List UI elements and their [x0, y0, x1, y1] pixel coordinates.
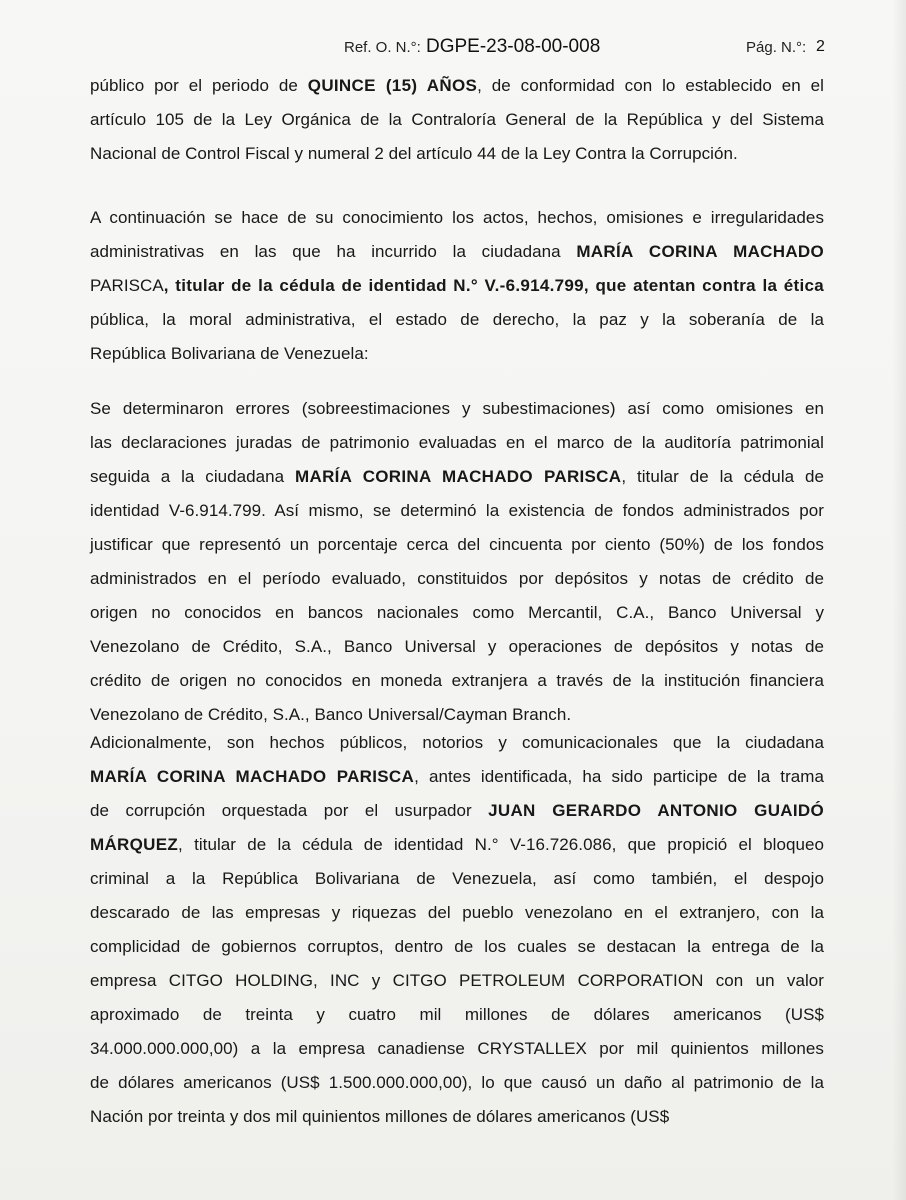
text-segment: Se determinaron errores (sobreestimaciones y subestimaciones) así como omisiones en: [90, 399, 824, 418]
text-line: [90, 596, 824, 630]
text-segment: complicidad de gobiernos corruptos, dentro de los cuales se destacan la entrega de la: [90, 937, 824, 956]
text-line: [90, 426, 824, 460]
bold-text: MÁRQUEZ: [90, 835, 179, 854]
paragraph-1: [90, 69, 824, 171]
bold-text: MARÍA CORINA MACHADO: [576, 242, 824, 261]
text-segment: , titular de la cédula de: [621, 467, 824, 486]
text-segment: descarado de las empresas y riquezas del pueblo venezolano en el extranjero, con la: [90, 903, 824, 922]
paragraph-4: [90, 726, 824, 1134]
page-number: 2: [816, 38, 825, 55]
text-line: [90, 337, 824, 371]
page-edge-shadow: [892, 0, 906, 1200]
text-line: [90, 1066, 824, 1100]
text-line: [90, 1100, 824, 1134]
text-segment: Nacional de Control Fiscal y numeral 2 del artículo 44 de la Ley Contra la Corrupción.: [90, 144, 738, 163]
text-segment: administrados en el período evaluado, constituidos por depósitos y notas de crédito de: [90, 569, 824, 588]
text-segment: , de conformidad con lo establecido en el: [477, 76, 824, 95]
text-segment: Adicionalmente, son hechos públicos, notorios y comunicacionales que la ciudadana: [90, 733, 824, 752]
text-segment: crédito de origen no conocidos en moneda extranjera a través de la institución financiera: [90, 671, 824, 690]
text-line: [90, 235, 824, 269]
text-line: [90, 392, 824, 426]
text-segment: aproximado de treinta y cuatro mil millones de dólares americanos (US$: [90, 1005, 824, 1024]
text-segment: Venezolano de Crédito, S.A., Banco Universal y operaciones de depósitos y notas de: [90, 637, 824, 656]
text-segment: República Bolivariana de Venezuela:: [90, 344, 369, 363]
text-line: [90, 896, 824, 930]
text-segment: las declaraciones juradas de patrimonio evaluadas en el marco de la auditoría patrimonial: [90, 433, 824, 452]
text-line: [90, 828, 824, 862]
text-line: [90, 794, 824, 828]
text-segment: 34.000.000.000,00) a la empresa canadiense CRYSTALLEX por mil quinientos millones: [90, 1039, 824, 1058]
text-segment: seguida a la ciudadana: [90, 467, 296, 486]
text-line: [90, 664, 824, 698]
text-line: [90, 1032, 824, 1066]
text-line: [90, 201, 824, 235]
text-line: [90, 726, 824, 760]
text-line: [90, 562, 824, 596]
text-line: [90, 964, 824, 998]
text-line: [90, 303, 824, 337]
bold-text: JUAN GERARDO ANTONIO GUAIDÓ: [488, 801, 824, 820]
bold-text: MARÍA CORINA MACHADO PARISCA: [295, 467, 622, 486]
page-number-label: Pág. N.°:: [746, 39, 807, 56]
text-segment: público por el periodo de: [90, 76, 308, 95]
text-line: [90, 528, 824, 562]
text-line: [90, 630, 824, 664]
text-segment: Nación por treinta y dos mil quinientos millones de dólares americanos (US$: [90, 1107, 670, 1126]
text-segment: artículo 105 de la Ley Orgánica de la Contraloría General de la República y del Sistema: [90, 110, 824, 129]
text-segment: de corrupción orquestada por el usurpador: [90, 801, 489, 820]
bold-text: QUINCE (15) AÑOS: [307, 76, 478, 95]
text-line: [90, 269, 824, 303]
text-segment: identidad V-6.914.799. Así mismo, se determinó la existencia de fondos administrados por: [90, 501, 824, 520]
text-segment: , titular de la cédula de identidad N.° V-16.726.086, que propició el bloqueo: [178, 835, 824, 854]
text-segment: PARISCA: [90, 276, 164, 295]
text-line: [90, 69, 824, 103]
text-line: [90, 137, 824, 171]
text-segment: criminal a la República Bolivariana de Venezuela, así como también, el despojo: [90, 869, 824, 888]
text-segment: justificar que representó un porcentaje cerca del cincuenta por ciento (50%) de los fondos: [90, 535, 824, 554]
text-segment: origen no conocidos en bancos nacionales como Mercantil, C.A., Banco Universal y: [90, 603, 824, 622]
text-segment: administrativas en las que ha incurrido la ciudadana: [90, 242, 577, 261]
bold-text: , titular de la cédula de identidad N.° V.-6.914.799, que atentan contra la ética: [163, 276, 824, 295]
text-segment: A continuación se hace de su conocimiento los actos, hechos, omisiones e irregularidades: [90, 208, 824, 227]
paragraph-3: [90, 392, 824, 732]
reference-code: DGPE-23-08-00-008: [426, 36, 601, 57]
bold-text: MARÍA CORINA MACHADO PARISCA: [90, 767, 415, 786]
text-line: [90, 103, 824, 137]
text-line: [90, 998, 824, 1032]
text-segment: empresa CITGO HOLDING, INC y CITGO PETROLEUM CORPORATION con un valor: [90, 971, 824, 990]
text-segment: Venezolano de Crédito, S.A., Banco Universal/Cayman Branch.: [90, 705, 572, 724]
reference-label: Ref. O. N.°:: [344, 39, 421, 56]
text-line: [90, 862, 824, 896]
text-line: [90, 930, 824, 964]
text-line: [90, 760, 824, 794]
text-segment: , antes identificada, ha sido participe de la trama: [414, 767, 824, 786]
text-line: [90, 460, 824, 494]
text-line: [90, 494, 824, 528]
text-segment: pública, la moral administrativa, el estado de derecho, la paz y la soberanía de la: [90, 310, 824, 329]
text-segment: de dólares americanos (US$ 1.500.000.000,00), lo que causó un daño al patrimonio de la: [90, 1073, 824, 1092]
paragraph-2: [90, 201, 824, 371]
page-header: [0, 36, 906, 66]
